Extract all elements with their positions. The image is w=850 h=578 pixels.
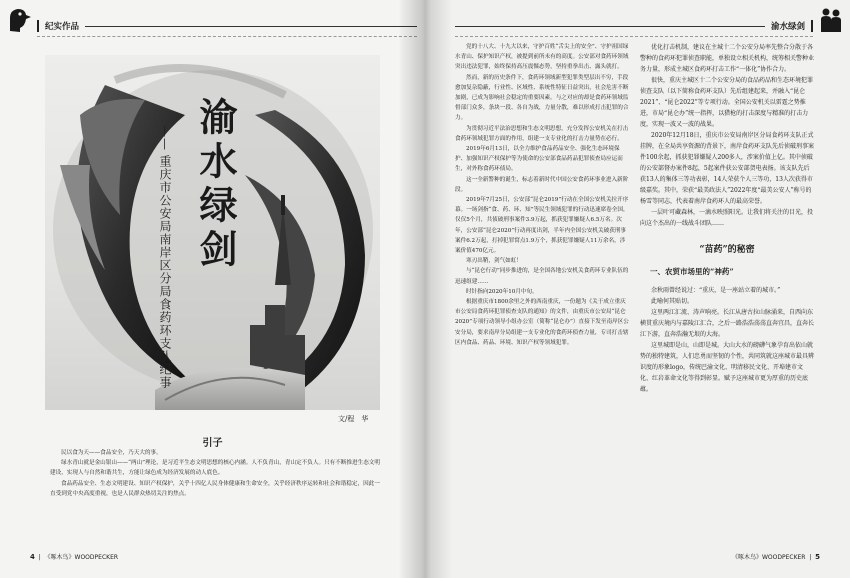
header-rule bbox=[85, 26, 417, 27]
cover-subtitle: 重庆市公安局南岸区分局食药环支队纪事 bbox=[158, 155, 172, 389]
section-label: 渝水绿剑 bbox=[770, 22, 805, 32]
header-dashed-rule bbox=[455, 36, 813, 37]
right-header bbox=[455, 18, 813, 34]
byline: 文/程 华 bbox=[338, 415, 369, 423]
magazine-name: 《啄木鸟》WOODPECKER bbox=[44, 554, 119, 561]
section-label: 纪实作品 bbox=[45, 22, 80, 32]
left-header bbox=[37, 18, 417, 34]
body-paragraph: 一层叶可藏森林，一滴水映照阳光。让我们将关注的目光，投向这个杰出的一线战斗团队…… bbox=[640, 209, 814, 227]
intro-paragraph: 民以食为天——食品安全，乃天大的事。 bbox=[61, 450, 162, 456]
cover-subtitle-dash: —— bbox=[158, 125, 172, 151]
intro-heading: 引子 bbox=[202, 438, 223, 449]
body-paragraph: 2019年7月25日，公安部“昆仑2019”行动在全国公安机关拉开序幕。一场剑指“食、药、环、知”等民生领域犯罪的行动迅速席卷全国，仅仅5个月，共侦破刑事案件3.9万起，抓获犯罪嫌疑人6.5万名。次年，公安部“昆仑2020”行动再度出剑，半年内全国公安机关破获刑事案件6.2万起，打掉犯罪窝点1.9万个，抓获犯罪嫌疑人11万余名，涉案价值470亿元。 bbox=[455, 197, 629, 255]
section-heading: “苗药”的秘密 bbox=[699, 245, 755, 255]
column-1 bbox=[455, 42, 629, 348]
header-dashed-rule bbox=[37, 36, 417, 37]
page-gutter bbox=[398, 0, 452, 578]
cover-illustration bbox=[45, 55, 380, 410]
policemen-silhouette-icon bbox=[818, 6, 844, 34]
body-paragraph: 很快，重庆主城区十二个公安分局的食品药品和生态环境犯罪侦查支队（以下简称食药环支队）先后组建起来，并融入“昆仑2021”、“昆仑2022”等专项行动。全国公安机关以雷霆之势推进，市局“昆仑办”统一指挥，以猎枪的打击深度与精准的打击力度，实现一波又一波的战果。 bbox=[640, 77, 814, 128]
body-paragraph: 时针指向2020年10月中旬。 bbox=[466, 288, 538, 295]
body-paragraph: 余秋雨曾经说过：“重庆，是一座站立着的城市。” bbox=[651, 287, 781, 295]
body-paragraph: 2020年12月18日，重庆市公安局南岸区分局食药环支队正式挂牌，在全局共享资源的背景下，南岸食药环支队先后侦破刑事案件100余起，抓获犯罪嫌疑人200多人，涉案价值上亿。其中侦破的公安部督办案件8起，5起案件获公安部贺电表扬。该支队先后获13人的集体三等功表彰，14人荣获个人三等功，13人次获得市级嘉奖。其中，荣获“最美政法人”2022年度“最美公安人”称号的杨雪等同志，代表着南岸食药环人的最高荣誉。 bbox=[640, 132, 814, 205]
page-number: 5 bbox=[815, 553, 820, 561]
body-paragraph: 这一全新警种的诞生，标志着新时代中国公安食药环事业进入新阶段。 bbox=[455, 176, 629, 193]
header-rule bbox=[455, 26, 765, 27]
right-footer: 《啄木鸟》WOODPECKER | 5 bbox=[731, 553, 820, 561]
woodpecker-logo-icon bbox=[6, 6, 32, 34]
header-bar bbox=[811, 20, 813, 32]
body-paragraph: 寒刃出鞘，剑气如虹！ bbox=[466, 258, 522, 265]
body-paragraph: 这里两江汇流、涛声响亮。长江从唐古拉山脉涌来，自西向东横贯重庆境内与嘉陵江汇合，之后一路浩浩荡荡直奔宜昌，直奔长江下游，直奔浩瀚无垠的大海。 bbox=[640, 309, 814, 339]
body-paragraph: 为贯彻习近平法治思想和生态文明思想，充分发挥公安机关在打击食药环领域犯罪方面的作用，组建一支专业化的打击力量势在必行。 bbox=[455, 125, 629, 142]
body-paragraph: 党的十八大、十九大以来，守护百姓“舌尖上的安全”、守护祖国绿水青山、保护知识产权，被提到前所未有的高度。公安部对食药环领域突出违法犯罪，始终保持高压震慑态势，坚持重拳出击、露头就打。 bbox=[455, 44, 629, 71]
cover-title: 渝水绿剑 bbox=[193, 97, 238, 273]
body-paragraph: 这里城即是山，山即是城。大山大水的磅礴气象孕育出依山就势的独特建筑，人们忠勇而坚韧的个性，共同筑就这座城市最具辨识度的形象logo，传统巴渝文化、明清移民文化、开埠建市文化、红岩革命文化等得到彰显。赋予这座城市更为厚重的历史底蕴。 bbox=[640, 342, 814, 394]
column-2 bbox=[640, 42, 814, 395]
page-number: 4 bbox=[30, 553, 35, 561]
intro-paragraph: 食品药品安全、生态文明建设、知识产权保护，关乎十四亿人民身体健康和生命安全，关乎经济秩序运转和社会和谐稳定，因此一直受到党中央高度重视，也是人民群众热切关注的焦点。 bbox=[50, 480, 380, 497]
body-paragraph: 2019年6月13日，以全力维护食品药品安全、强化生态环境保护、加强知识产权保护等为使命的公安部食品药品犯罪侦查局应运而生，对外称食药环侦局。 bbox=[455, 146, 623, 173]
body-paragraph: 与“昆仑行动”同步推进的，是全国各地公安机关食药环专业队伍的迅速组建…… bbox=[455, 268, 629, 285]
body-paragraph: 优化打击机制，建议在主城十二个公安分局率先整合分散于各警种的食药环犯罪侦查职能，单独设立相关机构，统筹相关警种业务力量，形成主城区食药环打击工作“一体化”协作合力。 bbox=[640, 44, 814, 73]
body-paragraph: 根据重庆市1800余里之外的西南重庆，一份题为《关于成立重庆市公安局食药环犯罪侦查支队的通知》的文件，由重庆市公安局“昆仑2020”专项行动领导小组办公室（简称“昆仑办”）直接下发至南岸区公安分局，要求南岸分局组建一支专业化的食药环侦查力量，专司打击辖区内食品、药品、环境、知识产权等领域犯罪。 bbox=[455, 299, 629, 346]
intro-body bbox=[50, 448, 380, 499]
right-page bbox=[425, 0, 850, 578]
magazine-name: 《啄木鸟》WOODPECKER bbox=[731, 554, 806, 561]
sub-heading: 一、农贸市场里的“神药” bbox=[650, 267, 734, 277]
body-paragraph: 此喻何其贴切。 bbox=[651, 298, 694, 306]
body-paragraph: 然而，新的历史条件下，食药环领域新型犯罪类型层出不穷，手段愈加复杂隐蔽，行业性、区域性、系统性特征日益突出，社会危害不断加剧，已成为影响社会稳定的重要因素。与之对应的却是食药环领域监督部门众多，条块一段、各自为战，力量分散，难以形成打击犯罪的合力。 bbox=[455, 74, 629, 122]
left-footer: 4 | 《啄木鸟》WOODPECKER bbox=[30, 553, 119, 561]
intro-paragraph: 绿水青山就是金山银山——“两山”理论，是习近平生态文明思想的核心内涵。人不负青山，青山定不负人。只有不断推进生态文明建设，实现人与自然和谐共生，方能让绿色成为经济发展的动人底色。 bbox=[50, 460, 380, 477]
